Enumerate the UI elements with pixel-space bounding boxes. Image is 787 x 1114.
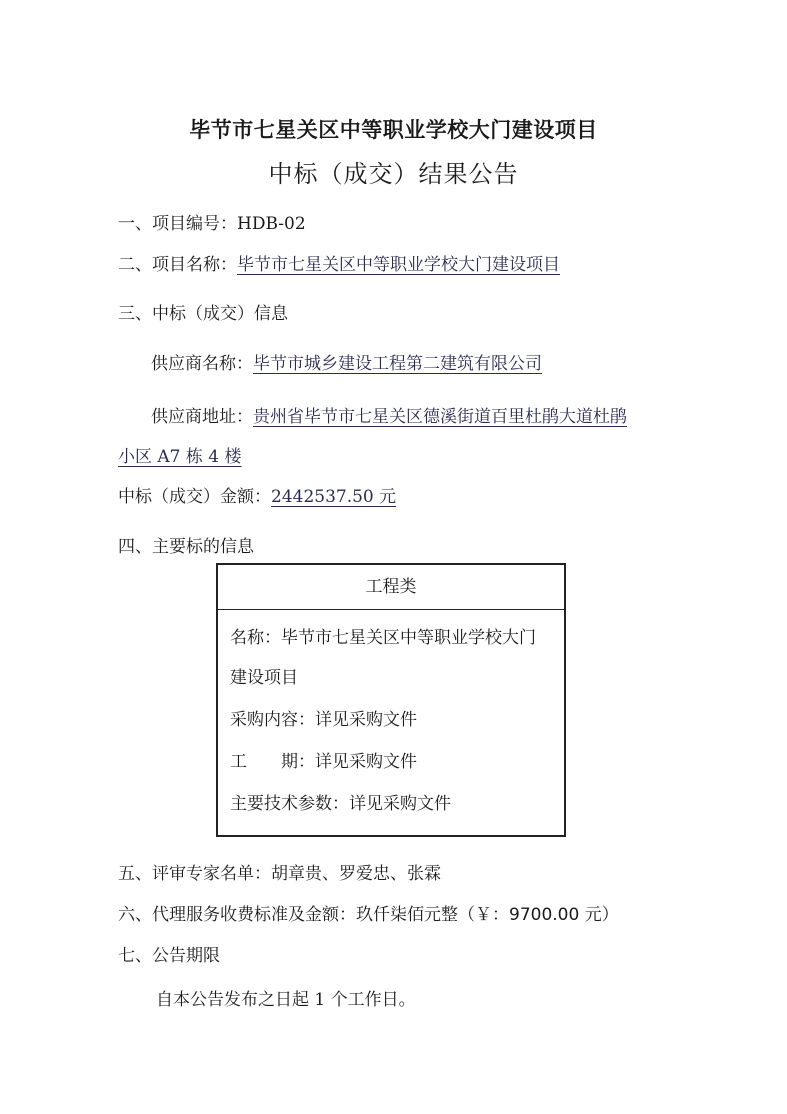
- subject-info-table: [216, 563, 566, 837]
- supplier-name-value: 毕节市城乡建设工程第二建筑有限公司: [253, 354, 542, 374]
- bid-amount-value: 2442537.50 元: [271, 487, 397, 507]
- bid-amount: [118, 482, 396, 507]
- section-bid-info-heading: 三、中标（成交）信息: [118, 304, 288, 324]
- project-number-label: 一、项目编号：: [118, 214, 237, 234]
- table-name-line1: 名称：毕节市七星关区中等职业学校大门: [230, 628, 536, 648]
- section-project-number: [118, 209, 306, 234]
- table-header: 工程类: [218, 565, 564, 610]
- bid-amount-label: 中标（成交）金额：: [118, 487, 271, 507]
- project-number-value: HDB-02: [237, 214, 306, 234]
- section-main-subject-heading: 四、主要标的信息: [118, 537, 254, 557]
- section-announcement-period-heading: 七、公告期限: [118, 946, 220, 966]
- document-title: 毕节市七星关区中等职业学校大门建设项目: [189, 118, 598, 142]
- table-period: 工 期：详见采购文件: [230, 752, 417, 772]
- supplier-address-label: 供应商地址：: [151, 407, 253, 427]
- supplier-address-continuation: [118, 442, 242, 467]
- supplier-address-value-line1: 贵州省毕节市七星关区德溪街道百里杜鹃大道杜鹃: [253, 407, 627, 427]
- project-name-label: 二、项目名称：: [118, 255, 237, 275]
- supplier-address: [151, 402, 627, 427]
- announcement-period-text: 自本公告发布之日起 1 个工作日。: [156, 990, 416, 1010]
- document-subtitle: 中标（成交）结果公告: [268, 160, 519, 188]
- table-tech-params: 主要技术参数：详见采购文件: [230, 794, 451, 814]
- table-name-line2: 建设项目: [230, 668, 298, 688]
- supplier-name: [151, 349, 542, 374]
- table-purchase-content: 采购内容：详见采购文件: [230, 710, 417, 730]
- supplier-name-label: 供应商名称：: [151, 354, 253, 374]
- section-review-experts: 五、评审专家名单：胡章贵、罗爱忠、张霖: [118, 864, 441, 884]
- project-name-value: 毕节市七星关区中等职业学校大门建设项目: [237, 255, 560, 275]
- supplier-address-value-line2: 小区 A7 栋 4 楼: [118, 447, 242, 467]
- section-project-name: [118, 250, 560, 275]
- section-agency-fee: 六、代理服务收费标准及金额：玖仟柒佰元整（￥：9700.00 元）: [118, 905, 619, 925]
